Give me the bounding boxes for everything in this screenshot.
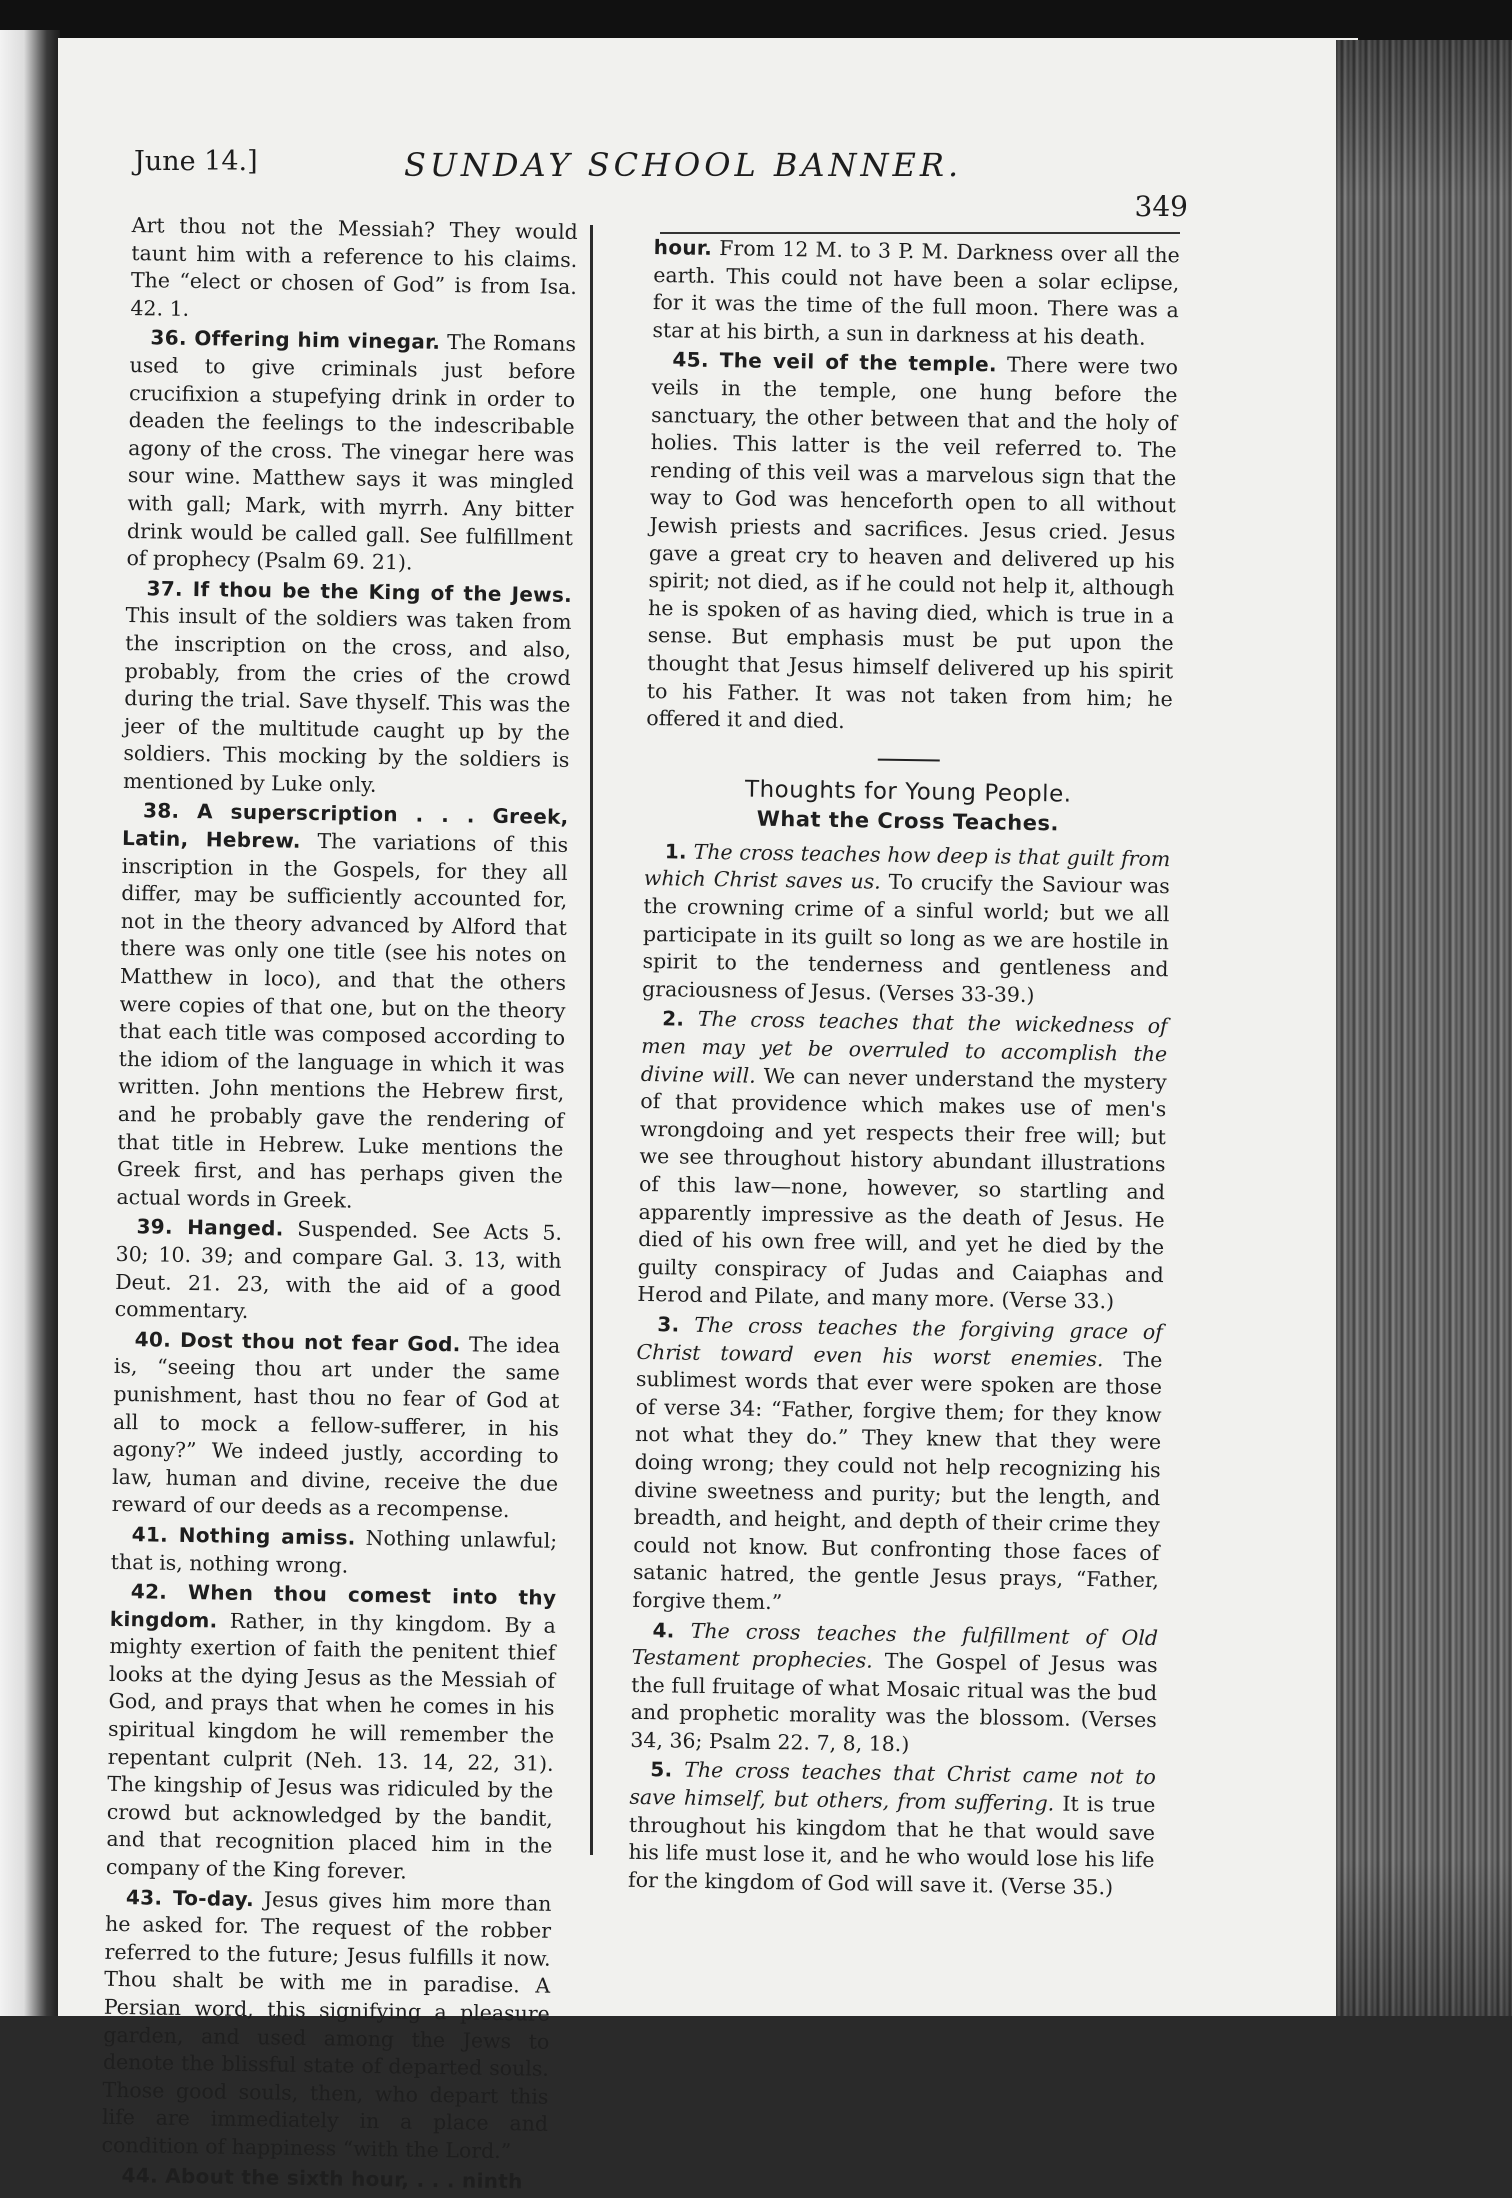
paragraph: Art thou not the Messiah? They would taunt him with a reference to his claims. The “elect or chosen of God” is from Isa. 42. 1. — [130, 212, 578, 321]
column-divider — [590, 225, 593, 1855]
section-title: Thoughts for Young People. — [744, 776, 1072, 808]
page-number: 349 — [1134, 190, 1188, 223]
left-column — [101, 212, 578, 2198]
paragraph: 39. Hanged. Suspended. See Acts 5. 30; 10. 39; and compare Gal. 3. 13, with Deut. 21. 23, with the aid of a good commentary. — [114, 1214, 563, 1324]
page-header — [134, 142, 1188, 223]
paragraph: 38. A superscription . . . Greek, Latin, Hebrew. The variations of this inscription in the Gospels, for they all differ, may be sufficiently accounted for, not in the theory advanced by Alford that there was only one title (see his notes on Matthew in loco), and that the others were copies of that one, but on the theory that each title was composed according to the idiom of the language in which it was written. John mentions the Hebrew first, and he probably gave the rendering of that title in Hebrew. Luke mentions the Greek first, and has perhaps given the actual words in Greek. — [116, 798, 569, 1213]
paragraph: 45. The veil of the temple. There were two veils in the temple, one hung before the sanctuary, the other between that and the holy of holies. This latter is the veil referred to. The rending of this veil was a marvelous sign that the way to God was henceforth open to all without Jewish priests and sacrifices. Jesus cried. Jesus gave a great cry to heaven and delivered up his spirit; not died, as if he could not help it, although he is spoken of as having died, which is true in a sense. But emphasis must be put upon the thought that Jesus himself delivered up his spirit to his Father. It was not taken from him; he offered it and died. — [646, 347, 1179, 734]
paragraph: hour. From 12 M. to 3 P. M. Darkness over all the earth. This could not have been a solar eclipse, for it was the time of the full moon. There was a star at his birth, a sun in darkness at his death. — [652, 234, 1180, 350]
section-rule — [878, 758, 940, 761]
section-subtitle: What the Cross Teaches. — [756, 806, 1060, 836]
paragraph: 44. About the sixth hour, . . . ninth — [121, 2162, 523, 2193]
page-stack-edges — [1336, 40, 1512, 2016]
paragraph: 42. When thou comest into thy kingdom. Rather, in thy kingdom. By a mighty exertion of faith the penitent thief looks at the dying Jesus as the Messiah of God, and prays that when he comes in his spiritual kingdom he will remember the repentant culprit (Neh. 13. 14, 22, 31). The kingship of Jesus was ridiculed by the crowd but acknowledged by the bandit, and that recognition placed him in the company of the King forever. — [105, 1579, 557, 1884]
paragraph: 40. Dost thou not fear God. The idea is, “seeing thou art under the same punishment, hast thou no fear of God at all to mock a fellow-sufferer, in his agony?” We indeed justly, according to law, human and divine, receive the due reward of our deeds as a recompense. — [111, 1326, 561, 1523]
paragraph: 37. If thou be the King of the Jews. This insult of the soldiers was taken from the inscription on the cross, and also, probably, from the cries of the crowd during the trial. Save thyself. This was the jeer of the multitude caught up by the soldiers. This mocking by the soldiers is mentioned by Luke only. — [122, 575, 573, 797]
header-date: June 14.] — [134, 146, 258, 177]
thought-item: 3. The cross teaches the forgiving grace of Christ toward even his worst enemies. The sublimest words that ever were spoken are those of verse 34: “Father, forgive them; for they know not what they do.” They knew that they were doing wrong; they could not help recognizing his divine sweetness and purity; but the length, and breadth, and height, and depth of their crime they could not know. But confronting those faces of satanic hatred, the gentle Jesus prays, “Father, forgive them.” — [632, 1312, 1164, 1615]
paragraph: 43. To-day. Jesus gives him more than he asked for. The request of the robber referred to the future; Jesus fulfills it now. Thou shalt be with me in paradise. A Persian word, this signifying a pleasure garden, and used among the Jews to denote the blissful state of departed souls. Those good souls, then, who depart this life are immediately in a place and condition of happiness “with the Lord.” — [101, 1884, 552, 2164]
header-rule — [660, 232, 1180, 234]
paragraph: 41. Nothing amiss. Nothing unlawful; that is, nothing wrong. — [110, 1522, 558, 1578]
thought-item: 2. The cross teaches that the wickedness of men may yet be overruled to accomplish the divine will. We can never understand the mystery of that providence which makes use of men's wrongdoing and yet respects their free will; but we see throughout history abundant illustrations of this law—none, however, so startling and apparently impressive as the death of Jesus. He died of his own free will, and yet he died by the guilty conspiracy of Judas and Caiaphas and Herod and Pilate, and many more. (Verse 33.) — [637, 1006, 1168, 1314]
paragraph: 36. Offering him vinegar. The Romans used to give criminals just before crucifixion a stupefying drink in order to deaden the feelings to the indescribable agony of the cross. The vinegar here was sour wine. Matthew says it was mingled with gall; Mark, with myrrh. Any bitter drink would be called gall. See fulfillment of prophecy (Psalm 69. 21). — [126, 325, 577, 575]
thought-item: 4. The cross teaches the fulfillment of Old Testament prophecies. The Gospel of Jesus was the full fruitage of what Mosaic ritual was the bud and prophetic morality was the blossom. (Verses 34, 36; Psalm 22. 7, 8, 18.) — [630, 1617, 1159, 1757]
scan-left-border — [0, 30, 60, 2016]
thought-item: 5. The cross teaches that Christ came not to save himself, but others, from suffering. It is true throughout his kingdom that he that would save his life must lose it, and he who would lose his life for the kingdom of God will save it. (Verse 35.) — [627, 1757, 1157, 1900]
right-column — [628, 234, 1180, 1904]
thought-item: 1. The cross teaches how deep is that guilt from which Christ saves us. To crucify the Saviour was the crowning crime of a sinful world; but we all participate in its guilt so long as we are hostile in spirit to the tenderness and gentleness and graciousness of Jesus. (Verses 33-39.) — [641, 839, 1171, 1007]
header-title: SUNDAY SCHOOL BANNER. — [404, 146, 963, 184]
